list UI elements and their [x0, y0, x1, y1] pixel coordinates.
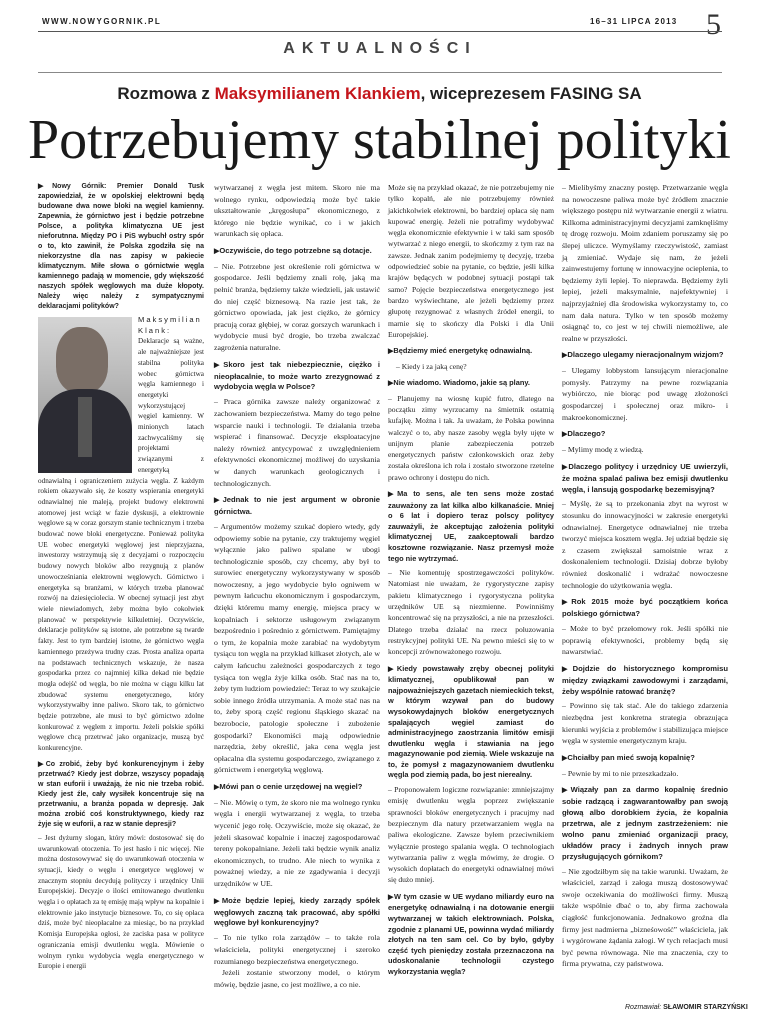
column-3 [388, 182, 554, 981]
question: ▶ Dlaczego? [562, 429, 728, 441]
answer: – Pewnie by mi to nie przeszkadzało. [562, 768, 679, 778]
interviewer-label: Nowy Górnik: [52, 183, 107, 190]
article-subtitle [0, 84, 759, 104]
column-1 [38, 182, 204, 972]
answer: – Kiedy i za jaką cenę? [396, 361, 467, 371]
section-heading: AKTUALNOŚCI [283, 40, 477, 57]
question: ▶ Dlaczego ulegamy nieracjonalnym wizjom? [562, 350, 728, 362]
question: ▶ Skoro jest tak niebezpiecznie, ciężko i nieopłacalnie, to może warto zrezygnować z wydobycia węgla w Polsce? [214, 360, 380, 394]
answer: – Nie komentuję spostrzegawczości polityków. Natomiast nie uważam, że rygorystyczne zapisy pakietu klimatycznego i rygorystyczna polityka urzędników UE są niezmienne. Powinniśmy koncentrować się na przyszłości, a nie na przeszłości. Dlatego trzeba działać na rzecz poluzowania restrykcyjnej polityki UE. Na pewno mieści się to w koncepcji zrównoważonego rozwoju. [388, 568, 554, 657]
answer: – To nie tylko rola zarządów – to także rola właściciela, polityki energetycznej i szeroko rozumianego bezpieczeństwa energetycznego. [214, 933, 380, 966]
answer: – Może to być przełomowy rok. Jeśli spółki nie poprawią efektywności, problemy będą się nawarstwiać. [562, 623, 728, 657]
portrait-head [56, 327, 108, 393]
site-url[interactable]: WWW.NOWYGORNIK.PL [42, 17, 162, 26]
answer: – Proponowałem logiczne rozwiązanie: zmniejszajmy emisję dwutlenku węgla poprzez zwiększanie sprawności bloków energetycznych i pracujmy nad bezpiecznym dla natury przetwarzaniem węgla na paliwa ekologiczne. Zawsze byłem przeciwnikiem wyłącznie prostego spalania węgla. O technologiach wytwarzania paliw z węgla mówimy, że drogie. O wysokich dopłatach do energetyki odnawialnej mówi się dużo mniej. [388, 785, 554, 885]
column-2 [214, 182, 380, 990]
portrait-tie [78, 397, 92, 457]
question: ▶ W tym czasie w UE wydano miliardy euro na energetykę odnawialną i na dotowanie energii wytwarzanej w takich elektrowniach. Polska, zgodnie z planami UE, powinna wydać miliardy złotych na ten sam cel. Co by było, gdyby część tych pieniędzy została przeznaczona na udoskonalanie technologii czystego wykorzystania węgla? [388, 892, 554, 978]
answer: Może się na przykład okazać, że nie potrzebujemy nie tylko kopalń, ale nie potrzebujemy również jakichkolwiek elektrowni, bo bardziej opłaca się nam kupować energię. Jeżeli nie potrafimy wydobywać węgla ekonomicznie efektywnie i w taki sam sposób wytwarzać z niego energii, to skończmy z tym raz na zawsze. Jednak zanim podejmiemy tę decyzję, trzeba odpowiedzieć sobie na pytanie, co będzie, jeśli kilka krajów będących w podobnej sytuacji postąpi tak samo? Pojęcie bezpieczeństwa energetycznego jest bardzo wyświechtane, ale jeżeli będziemy przez głupotę rezygnować z własnych źródeł energii, to marnie się to skończy dla Polski i dla Unii Europejskiej. [388, 183, 554, 339]
question: ▶ Wiązały pan za darmo kopalnię średnio sobie radzącą i zagwarantowałby pan swoją głową albo dorobkiem życia, że kopalnia przetrwa, ale z jednym zastrzeżeniem: nie wolno panu zmieniać organizacji pracy, układów pracy i żadnych innych praw przysługujących górnikom? [562, 785, 728, 862]
question: ▶ Dojdzie do historycznego kompromisu między związkami zawodowymi i zarządami, żeby wspólnie ratować branżę? [562, 664, 728, 698]
answer: – Myślę, że są to przekonania zbyt na wyrost w stosunku do innowacyjności w zakresie energetyki odnawialnej. Energetyce odnawialnej nie trzeba tworzyć miejsca kosztem węgla. Jej udział będzie się z czasem zwiększał samoistnie wraz z doskonaleniem technologii. Dzisiaj dobrze byłoby również doskonalić i wdrażać nowoczesne technologie do użytkowania węgla. [562, 499, 728, 590]
answer: – Nie zgodziłbym się na takie warunki. Uważam, że właściciel, zarząd i załoga muszą dostosowywać swoje oczekiwania do możliwości firmy. Muszą także wspólnie dbać o to, aby firma zachowała ciągłość funkcjonowania. Jednakowo groźna dla firmy jest nadmierna „bizneśowość” właściciela, jak i wygórowane żądania załogi. W tych relacjach musi być pewna równowaga. Nie ma znaczenia, czy to firma prywatna, czy państwowa. [562, 866, 728, 969]
answer: – Praca górnika zawsze należy organizować z zachowaniem bezpieczeństwa. Mamy do tego pełne wsparcie nauki i technologii. Te działania trzeba wspierać i finansować. Decyzje eksploatacyjne należy również antycypować z uwzględnieniem efektywności ekonomicznej możliwej do uzyskania w danych warunkach geologicznych i technologicznych. [214, 397, 380, 488]
article-title: Potrzebujemy stabilnej polityki [27, 109, 731, 171]
section-rule [38, 72, 722, 73]
page-number: 5 [706, 8, 721, 41]
answer: Maksymilian Klank: Deklaracje są ważne, ale najważniejsze jest stabilna polityka wobec górnictwa węgla kamiennego i energetyki wykorzystującej węgiel kamienny. W minionych latach zachwycaliśmy się projektami związanymi z energetyką odnawialną i ograniczeniem zużycia węgla. Z każdym rokiem okazywało się, że koszty wspierania energetyki odnawialnej nie maleją, projekt budowy elektrowni atomowej jest wciąż w fazie dyskusji, a elektrownie węglowe są w coraz gorszym stanie technicznym i trzeba budować nowe bloki energetyczne. Ponieważ polityka UE wobec energetyki węglowej jest nieprzyjazna, inwestorzy wstrzymują się z decyzjami o rozpoczęciu budowy nowych bloków albo rezygnują z planów unowocześniania elektrowni węglowych. Górnictwo i energetyka są branżami, w których trzeba planować rozwój na dziesięciolecia. W obecnej sytuacji jest zbyt wiele niewiadomych, żeby można było cokolwiek planować w perspektywie kilkuletniej. Oczywiście, deklaracje polityków są istotne, ale potrzebne są twarde fakty. Jest to tym bardziej istotne, że górnictwo węgla kamiennego przeżywa trudny czas. Prosta analiza oparta na podstawach technicznych wskazuje, że nasza gospodarka przez co najmniej kilka dekad nie będzie mogła odejść od węgla, bo nie można w ciągu kilku lat zbudować systemu energetycznego, który wykorzystywałby inne paliwo. Skoro tak, to górnictwo będzie potrzebne, ale musi to być górnictwo zdolne konkurować z węglem z importu. Jeżeli polskie spółki węglowe chcą przetrwać jako organizacje, muszą być konkurencyjne. [38, 315, 204, 753]
column-4 [562, 182, 728, 970]
author-credit: Rozmawiał: SŁAWOMIR STARZYŃSKI [625, 1004, 748, 1011]
subtitle-name: Maksymilianem Klankiem [214, 84, 421, 103]
question: ▶ Będziemy mieć energetykę odnawialną. [388, 346, 554, 358]
answer: – Nie. Potrzebne jest określenie roli górnictwa w gospodarce. Jeśli będziemy znali rolę, jaką ma pełnić branża, będziemy także wiedzieli, jak ustawić do niej część biznesową. Na razie jest tak, że górnictwo opowiada, jak jest ciężko, że górnicy pracują coraz głębiej, w coraz gorszych warunkach i wydobycie musi być drogie, bo trzeba zwalczać zagrożenia naturalne. [214, 261, 380, 353]
portrait-photo [38, 317, 132, 473]
question: ▶ Rok 2015 może być początkiem końca polskiego górnictwa? [562, 597, 728, 620]
question: ▶ Chciałby pan mieć swoją kopalnię? [562, 753, 728, 765]
question: ▶ Mówi pan o cenie urzędowej na węgiel? [214, 782, 380, 794]
question: ▶ Ma to sens, ale ten sens może zostać zauważony za lat kilka albo kilkanaście. Mniej o 6 lat i dopiero teraz polscy politycy zauważyli, że akceptując założenia polityki klimatycznej UE, zaakceptowali bardzo kosztowne rozwiązanie. Nasz przemysł może tego nie wytrzymać. [388, 489, 554, 564]
question: ▶ Kiedy powstawały zręby obecnej polityki klimatycznej, opublikował pan w najpoważniejszych gazetach niemieckich tekst, w którym wzywał pan do budowy wysokowydajnych bloków energetycznych spalających węgiel zamiast do administracyjnego zaostrzania limitów emisji dwutlenku węgla i stawiania na jego magazynowanie pod ziemią. Wiele wskazuje na to, że pomysł z magazynowaniem dwutlenku węgla pod ziemią pada, bo jest nierealny. [388, 664, 554, 782]
subtitle-post: , wiceprezesem FASING SA [420, 84, 642, 103]
answer: – Jest dyżurny slogan, który mówi: dostosować się do uwarunkowań otoczenia. To jest hasło i nic więcej. Nie można dostosowywać się do uwarunkowań otoczenia w sytuacji, kiedy o węglu i energetyce węglowej w znacznym stopniu decydują polityczy i urzędnicy Unii Europejskiej. Decyzje o ilości emitowanego dwutlenku węgla i o opłatach za tę emisję mają wpływ na kopalnie i elektrownie jako instytucje biznesowe. To, co się opłaca dziś, może być nieopłacalne za miesiąc, bo na przykład Komisja Europejska ogłosi, że zaciska pasa w polityce ograniczania emisji dwutlenku węgla. Mówienie o wolnym rynku wydobycia węgla energetycznego w Europie i energii [38, 833, 204, 971]
question: ▶ Jednak to nie jest argument w obronie górnictwa. [214, 495, 380, 518]
answer: – Planujemy na wiosnę kupić futro, dlatego na początku zimy wyrzucamy na śmietnik ostatnią kufajkę. Można i tak. Ja uważam, że Polska powinna walczyć o to, aby nasze zasoby węgla były ujęte w unijnym planie zabezpieczenia potrzeb energetycznych państw członkowskich oraz żeby została określona ich rola i zostało stworzone rzetelne prawo ochrony i dostępu do nich. [388, 393, 554, 482]
question: ▶ Oczywiście, do tego potrzebne są dotacje. [214, 246, 380, 258]
answer: – Mylimy modę z wiedzą. [562, 445, 644, 455]
question: ▶ Dlaczego politycy i urzędnicy UE uwierzyli, że można spalać paliwa bez emisji dwutlenku węgla, i lansują gospodarkę bezemisyjną? [562, 462, 728, 496]
question: ▶ Co zrobić, żeby być konkurencyjnym i żeby przetrwać? Kiedy jest dobrze, wszyscy popadają w stan euforii i uważają, że nic nie trzeba robić. Kiedy jest źle, cały wysiłek koncentruje się na przetrwaniu, a branża popada w depresję. Jak można zrobić coś konstruktywnego, kiedy raz żyje się w euforii, a raz w stanie depresji? [38, 760, 204, 830]
answer: wytwarzanej z węgla jest mitem. Skoro nie ma wolnego rynku, odpowiedzią może być takie ukształtowanie „kręgosłupa” ekonomicznego, z którego nie będzie wynikać, co i w jakich warunkach się opłaca. [214, 183, 380, 239]
question: ▶ Może będzie lepiej, kiedy zarządy spółek węglowych zaczną tak pracować, aby spółki węglowe był konkurencyjny? [214, 896, 380, 930]
answer: – Powinno się tak stać. Ale do takiego zdarzenia niezbędna jest konkretna strategia obrazująca kierunki wyjścia z problemów i stabilizująca miejsce węgla w systemie energetycznym kraju. [562, 701, 728, 746]
answer: – Argumentów możemy szukać dopiero wtedy, gdy odpowiemy sobie na pytanie, czy traktujemy węgiel wyłącznie jako paliwo spalane w ubogi technologicznie sposób, czy chcemy, aby był to surowiec energetyczny wykorzystywany w sposób nowoczesny, a jego wydobycie było ogniwem w pewnym łańcuchu ekonomicznym i gospodarczym, dzięki któremu mamy energię, miejsca pracy w kopalniach i sektorze usługowym związanym bezpośrednio i pośrednio z górnictwem. Pamiętajmy o tym, że kopalnia może zarabiać na wydobytym tysiącu ton węgla na przykład kilkaset złotych, ale w całym łańcuchu zależności gospodarczych z tego tysiąca ton węgla żyje kilka osób. Stać nas na to, żeby tym ludziom powiedzieć: Teraz to wy szukajcie sobie innego źródła utrzymania. A może stać nas na to, żeby sporą część regionu śląskiego skazać na bezrobocie, patologie społeczne i zubożenie gospodarki? Ekonomiści mają odpowiednie narzędzia, żeby określić, jaka cena węgla jest opłacalna dla systemu gospodarczego, związanego z górnictwem i energetyką węglową. [214, 521, 380, 775]
answer: Jeżeli zostanie stworzony model, o którym mówię, będzie jasne, co jest możliwe, a co nie. [214, 968, 380, 989]
header-rule [38, 31, 722, 32]
issue-date: 16–31 LIPCA 2013 [590, 17, 678, 26]
question: ▶ Nowy Górnik: Premier Donald Tusk zapowiedział, że w opolskiej elektrowni będą budowane dwa nowe bloki na węgiel kamienny. Zapewnia, że górnictwo jest i będzie potrzebne Polsce, a polityka klimatyczna UE jest nieforutnna. Między PO i PiS wybuchł ostry spór o to, kto zawinił, że Polska zgodziła się na niekorzystne dla nas zapisy w pakiecie klimatycznym. Miłe słowa o górnictwie węgla kamiennego padają w momencie, gdy większość naszych spółek węglowych ma duże kłopoty. Należy więc należy z sympatycznymi deklaracjami polityków? [38, 182, 204, 312]
answer: – Nie. Mówię o tym, że skoro nie ma wolnego rynku węgla i energii wytwarzanej z węgla, to trzeba wycenić jego rolę. Oczywiście, może się okazać, że jeżeli skasować kopalnie i inaczej zagospodarować tereny pokopalniane. Jeżeli taki będzie wynik analiz ekonomicznych, to trudno. Ale niech to wynika z poważnej wiedzy, a nie ze zgadywania i decyzji urzędników w UE. [214, 797, 380, 889]
answer: – Mielibyśmy znaczny postęp. Przetwarzanie węgla na nowoczesne paliwa może być źródłem znacznie większego postępu niż wytwarzanie energii z wiatru. Kilkoma administracyjnymi decyzjami zamknęliśmy tę drogę rozwoju. Moim zdaniem poruszamy się po ślepej uliczce. Wymyślamy rzeczywistość, zamiast ją zmieniać. Wydaje się nam, że jeżeli zainwestujemy fortunę w innowacyjne ocieplenia, to będziemy żyli lepiej. To nieprawda. Będziemy żyli lepiej, jeżeli maksymalnie, najefektywniej i najprzyjaźniej dla środowiska wykorzystamy to, co nam dała natura. Tylko w ten sposób możemy osiągnąć to, co jest w tej chwili niemożliwe, ale realne w przyszłości. [562, 183, 728, 343]
question: ▶ Nie wiadomo. Wiadomo, jakie są plany. [388, 378, 554, 390]
answer: – Ulegamy lobbystom lansującym nieracjonalne pomysły. Patrzymy na pewne rozwiązania wybiórczo, nie biorąc pod uwagę złożoności gospodarczej i społecznej oraz mikro- i makroekonomicznej. [562, 366, 728, 422]
speaker-label: Maksymilian Klank: [138, 315, 202, 335]
subtitle-pre: Rozmowa z [117, 84, 215, 103]
